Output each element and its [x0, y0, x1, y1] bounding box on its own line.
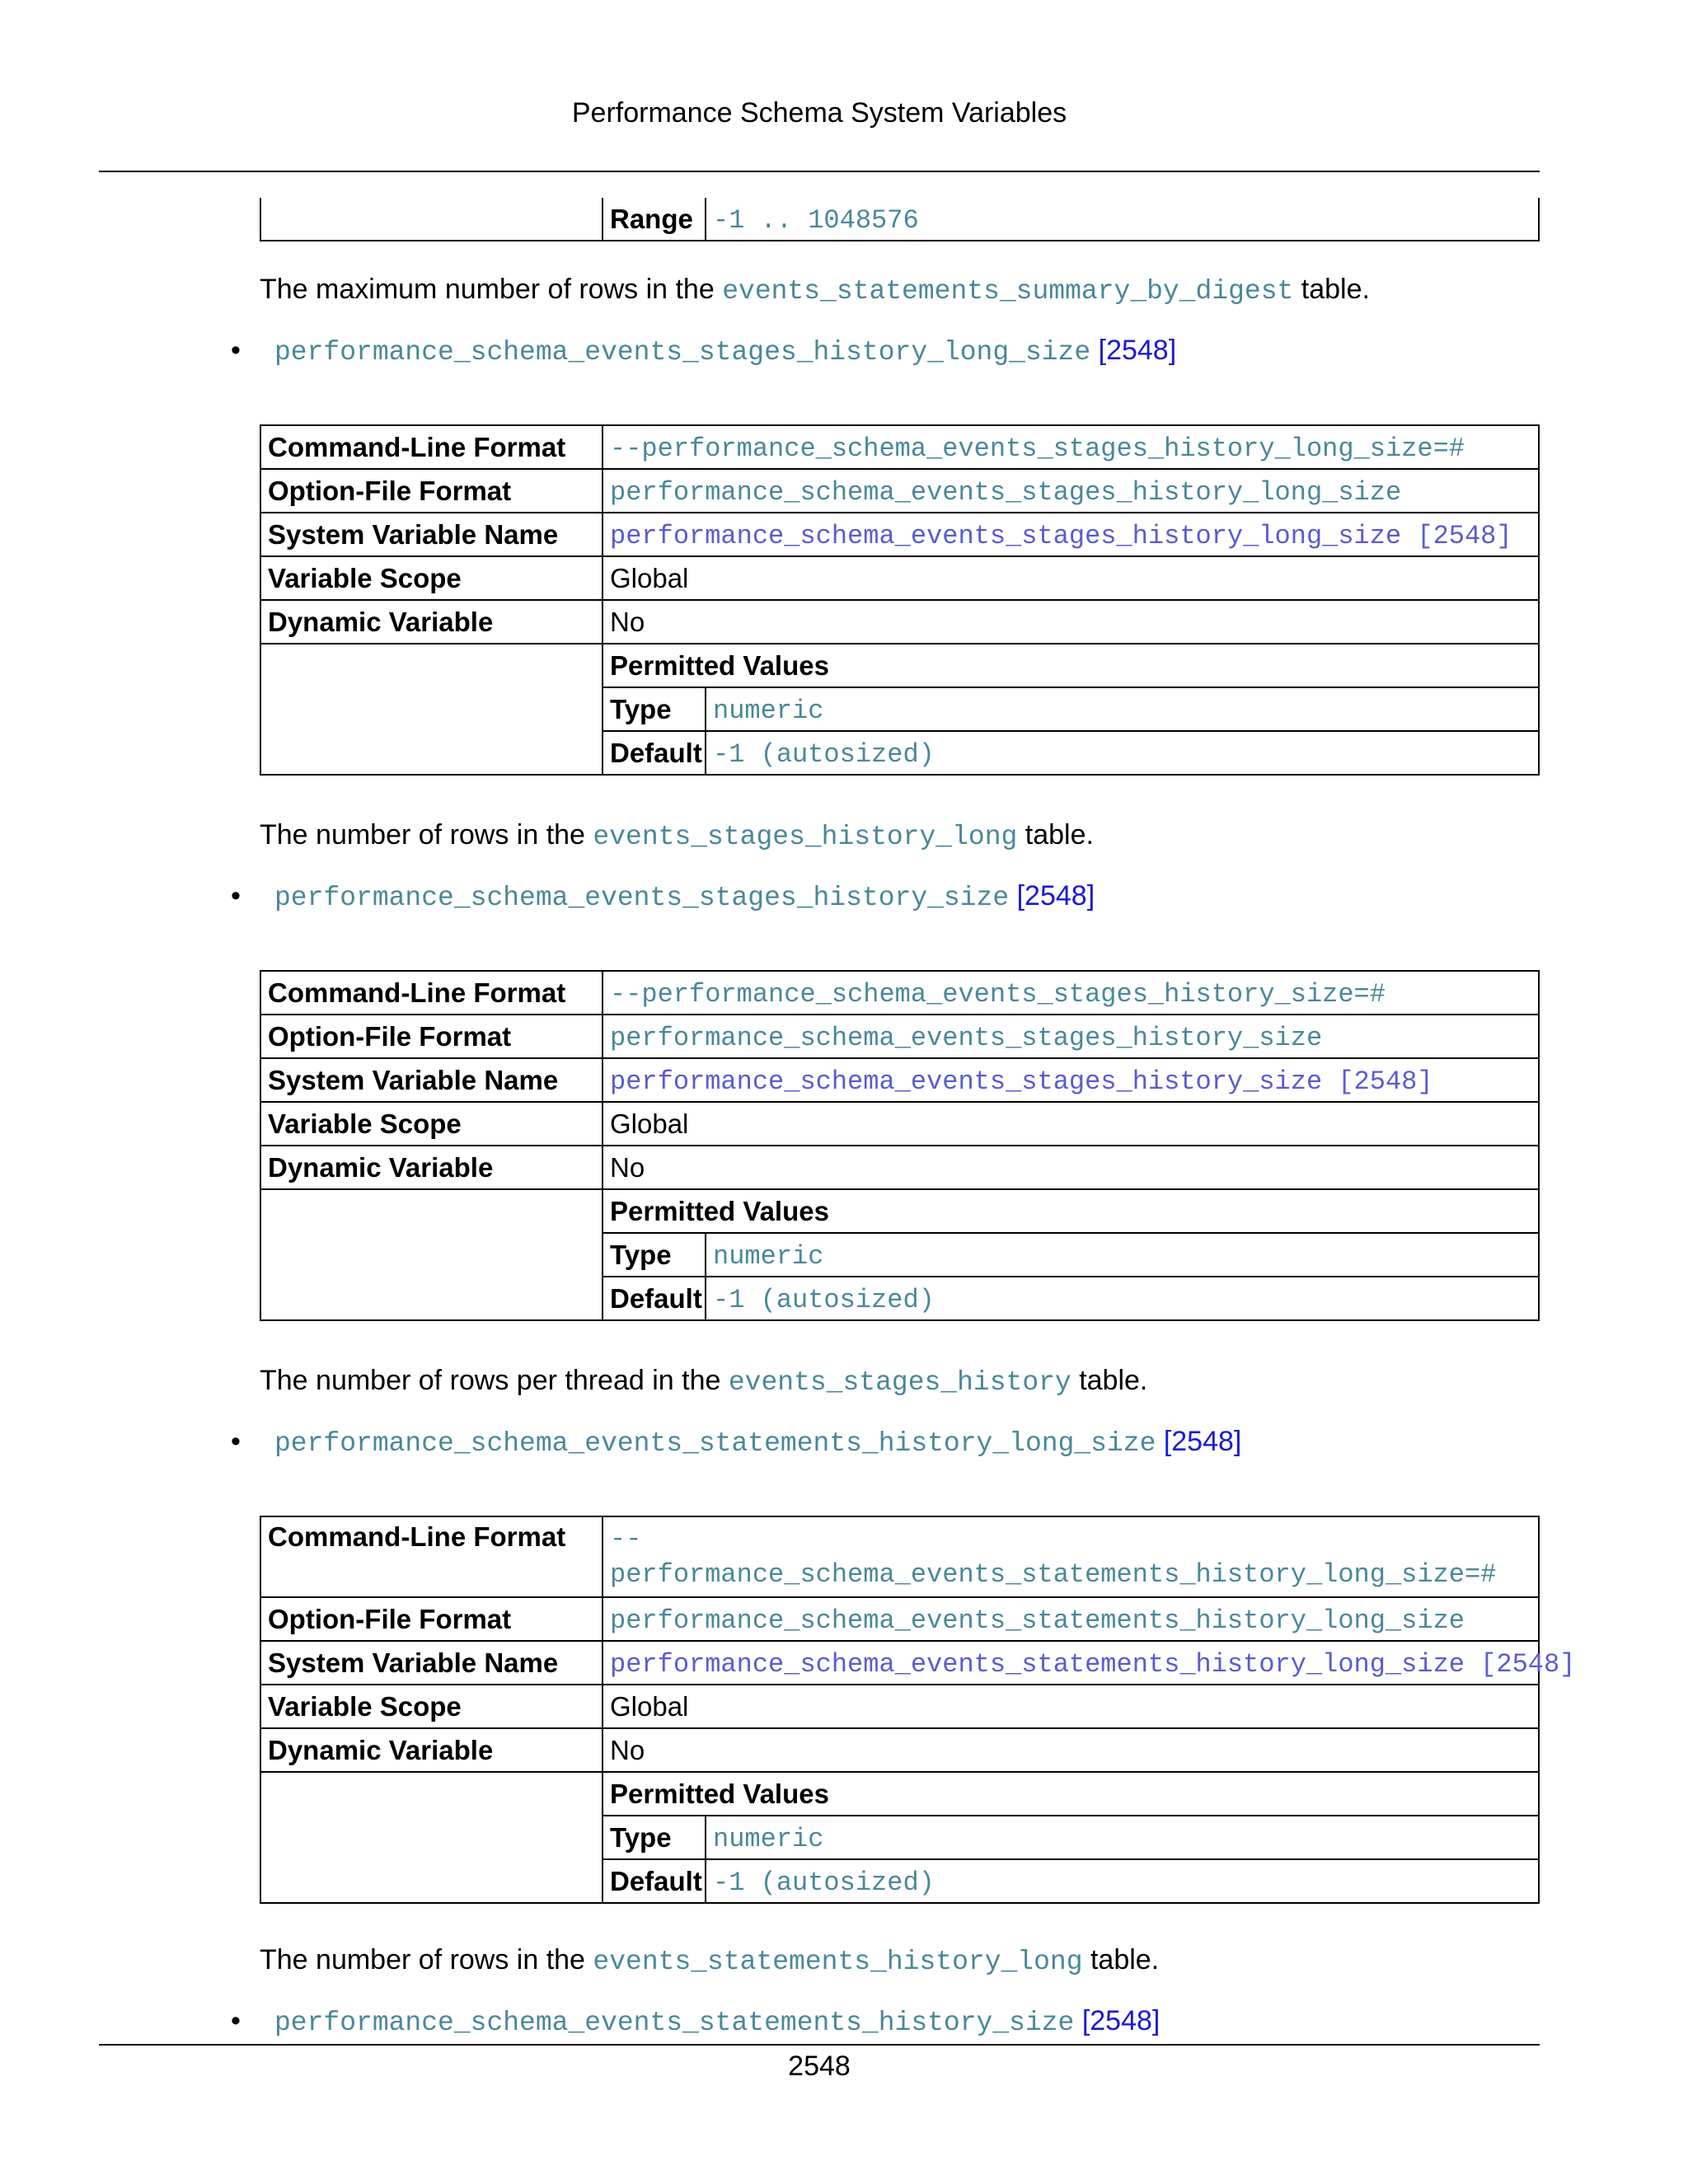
table-row — [260, 1728, 1539, 1772]
table-name-code[interactable]: events_statements_history_long — [593, 1947, 1083, 1977]
dynamic-value: No — [603, 1146, 1539, 1189]
page-number: 2548 — [788, 2050, 851, 2082]
type-label: Type — [603, 687, 706, 731]
table-row — [260, 644, 1539, 687]
variable-link[interactable]: performance_schema_events_statements_history_long_size — [274, 1428, 1156, 1459]
variable-link[interactable]: performance_schema_events_stages_history_long_size — [274, 337, 1091, 368]
page-ref-link[interactable]: [2548] — [1016, 880, 1095, 912]
bullet-icon: • — [231, 335, 241, 366]
bullet-icon: • — [231, 880, 241, 912]
option-file-label: Option-File Format — [260, 1597, 603, 1641]
dynamic-value: No — [603, 600, 1539, 644]
sysvar-name-label: System Variable Name — [260, 513, 603, 556]
cmd-format-label: Command-Line Format — [260, 425, 603, 469]
intro-paragraph: The maximum number of rows in the events_statements_summary_by_digest table. — [260, 274, 1370, 307]
type-label: Type — [603, 1233, 706, 1277]
description-paragraph: The number of rows in the events_statements_history_long table. — [260, 1944, 1160, 1977]
scope-value: Global — [603, 556, 1539, 600]
table-row — [260, 1685, 1539, 1728]
empty-cell — [260, 1772, 603, 1903]
type-value: numeric — [706, 687, 1539, 731]
range-table — [260, 198, 1540, 241]
option-file-label: Option-File Format — [260, 469, 603, 513]
default-label: Default — [603, 731, 706, 775]
variable-bullet — [231, 880, 1095, 913]
table-row — [260, 1102, 1539, 1146]
variable-bullet — [231, 335, 1176, 368]
variable-bullet — [231, 2005, 1160, 2038]
option-file-value: performance_schema_events_stages_history_size — [603, 1015, 1539, 1058]
default-value: -1 (autosized) — [706, 1277, 1539, 1320]
cmd-format-label: Command-Line Format — [260, 1516, 603, 1597]
permitted-values-label: Permitted Values — [603, 1189, 1539, 1233]
sysvar-name-value[interactable]: performance_schema_events_statements_history_long_size [2548] — [603, 1641, 1539, 1685]
table-row — [260, 469, 1539, 513]
range-label: Range — [603, 198, 706, 241]
type-value: numeric — [706, 1233, 1539, 1277]
scope-value: Global — [603, 1102, 1539, 1146]
table-row — [260, 1641, 1539, 1685]
footer-rule — [99, 2044, 1540, 2046]
cmd-format-value: --performance_schema_events_stages_history_long_size=# — [603, 425, 1539, 469]
page-ref-link[interactable]: [2548] — [1098, 335, 1177, 366]
table-name-code[interactable]: events_statements_summary_by_digest — [722, 276, 1294, 307]
table-name-code[interactable]: events_stages_history — [728, 1367, 1071, 1398]
dynamic-label: Dynamic Variable — [260, 600, 603, 644]
permitted-values-label: Permitted Values — [603, 1772, 1539, 1816]
table-row — [260, 1189, 1539, 1233]
variable-link[interactable]: performance_schema_events_statements_history_size — [274, 2008, 1075, 2038]
default-value: -1 (autosized) — [706, 1859, 1539, 1903]
option-file-label: Option-File Format — [260, 1015, 603, 1058]
default-label: Default — [603, 1277, 706, 1320]
option-file-value: performance_schema_events_statements_history_long_size — [603, 1597, 1539, 1641]
table-row — [260, 556, 1539, 600]
range-value: -1 .. 1048576 — [706, 198, 1539, 241]
empty-cell — [260, 1189, 603, 1320]
dynamic-label: Dynamic Variable — [260, 1728, 603, 1772]
cmd-format-value: -- performance_schema_events_statements_history_long_size=# — [603, 1516, 1539, 1597]
table-row — [260, 1015, 1539, 1058]
description-paragraph: The number of rows in the events_stages_history_long table. — [260, 819, 1094, 852]
header-rule — [99, 171, 1540, 172]
empty-cell — [260, 198, 603, 241]
page-header-title: Performance Schema System Variables — [571, 97, 1067, 129]
table-row — [260, 1772, 1539, 1816]
scope-label: Variable Scope — [260, 556, 603, 600]
option-file-value: performance_schema_events_stages_history_long_size — [603, 469, 1539, 513]
table-row — [260, 198, 1539, 241]
page-ref-link[interactable]: [2548] — [1081, 2005, 1160, 2036]
scope-label: Variable Scope — [260, 1685, 603, 1728]
dynamic-value: No — [603, 1728, 1539, 1772]
table-row — [260, 425, 1539, 469]
scope-value: Global — [603, 1685, 1539, 1728]
sysvar-name-label: System Variable Name — [260, 1058, 603, 1102]
bullet-icon: • — [231, 2005, 241, 2036]
type-value: numeric — [706, 1816, 1539, 1859]
scope-label: Variable Scope — [260, 1102, 603, 1146]
variable-table — [260, 970, 1540, 1321]
variable-table — [260, 1516, 1576, 1904]
type-label: Type — [603, 1816, 706, 1859]
sysvar-name-label: System Variable Name — [260, 1641, 603, 1685]
table-row — [260, 971, 1539, 1015]
cmd-format-label: Command-Line Format — [260, 971, 603, 1015]
default-value: -1 (autosized) — [706, 731, 1539, 775]
variable-link[interactable]: performance_schema_events_stages_history_size — [274, 883, 1010, 913]
sysvar-name-value[interactable]: performance_schema_events_stages_history_size [2548] — [603, 1058, 1539, 1102]
variable-table — [260, 424, 1540, 776]
table-row — [260, 513, 1539, 556]
table-row — [260, 1146, 1539, 1189]
table-row — [260, 1058, 1539, 1102]
description-paragraph: The number of rows per thread in the events_stages_history table. — [260, 1365, 1148, 1398]
dynamic-label: Dynamic Variable — [260, 1146, 603, 1189]
bullet-icon: • — [231, 1426, 241, 1457]
permitted-values-label: Permitted Values — [603, 644, 1539, 687]
default-label: Default — [603, 1859, 706, 1903]
cmd-format-value: --performance_schema_events_stages_history_size=# — [603, 971, 1539, 1015]
page-ref-link[interactable]: [2548] — [1163, 1426, 1242, 1457]
table-row — [260, 1516, 1539, 1597]
sysvar-name-value[interactable]: performance_schema_events_stages_history_long_size [2548] — [603, 513, 1539, 556]
table-row — [260, 1597, 1539, 1641]
table-name-code[interactable]: events_stages_history_long — [593, 822, 1018, 852]
variable-bullet — [231, 1426, 1241, 1459]
table-row — [260, 600, 1539, 644]
empty-cell — [260, 644, 603, 775]
